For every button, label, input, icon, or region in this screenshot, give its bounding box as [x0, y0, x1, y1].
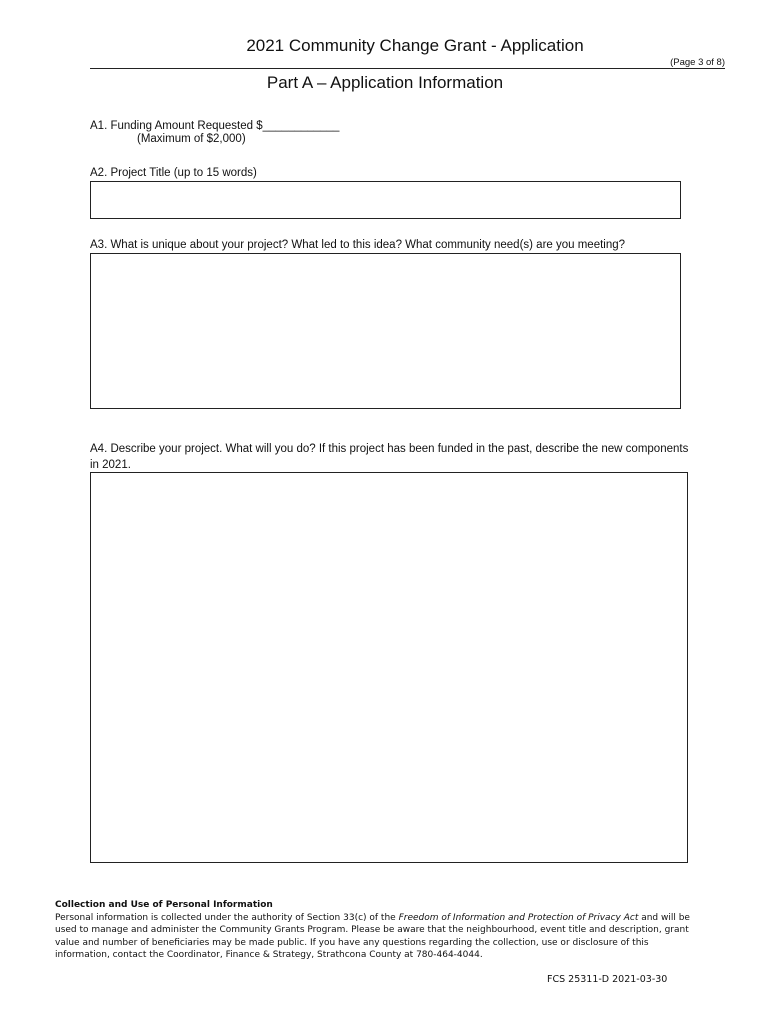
project-title-label: A2. Project Title (up to 15 words): [90, 167, 257, 179]
project-uniqueness-field[interactable]: [90, 253, 681, 409]
project-description-field[interactable]: [90, 472, 688, 863]
section-title: Part A – Application Information: [266, 73, 504, 92]
project-title-field[interactable]: [90, 181, 681, 219]
funding-maximum-note: (Maximum of $2,000): [137, 133, 246, 145]
form-code: FCS 25311-D 2021-03-30: [547, 974, 668, 985]
funding-amount-label: A1. Funding Amount Requested $____________: [90, 120, 340, 132]
privacy-notice-heading: Collection and Use of Personal Information: [55, 900, 273, 910]
document-title: 2021 Community Change Grant - Application: [246, 36, 584, 55]
privacy-notice-text-1: Personal information is collected under the authority of Section 33(c) of the: [55, 912, 399, 923]
privacy-act-name: Freedom of Information and Protection of Privacy Act: [398, 912, 639, 923]
privacy-notice-body: [55, 912, 705, 962]
privacy-notice: [55, 899, 705, 962]
header-divider: [90, 68, 725, 69]
project-description-label: A4. Describe your project. What will you do? If this project has been funded in the past, describe the new components in 2021.: [90, 443, 689, 471]
page-indicator: (Page 3 of 8): [670, 57, 725, 68]
privacy-notice-text-2: and will be used to manage and administer the Community Grants Program. Please be aware that the neighbourhood, event title and description, grant value and number of beneficiaries may be made public. If you have any questions regarding the collection, use or disclosure of this information, contact the Coordinator, Finance & Strategy, Strathcona County at 780-464-4044.: [55, 912, 690, 960]
project-uniqueness-label: A3. What is unique about your project? What led to this idea? What community need(s) are you meeting?: [90, 239, 626, 251]
